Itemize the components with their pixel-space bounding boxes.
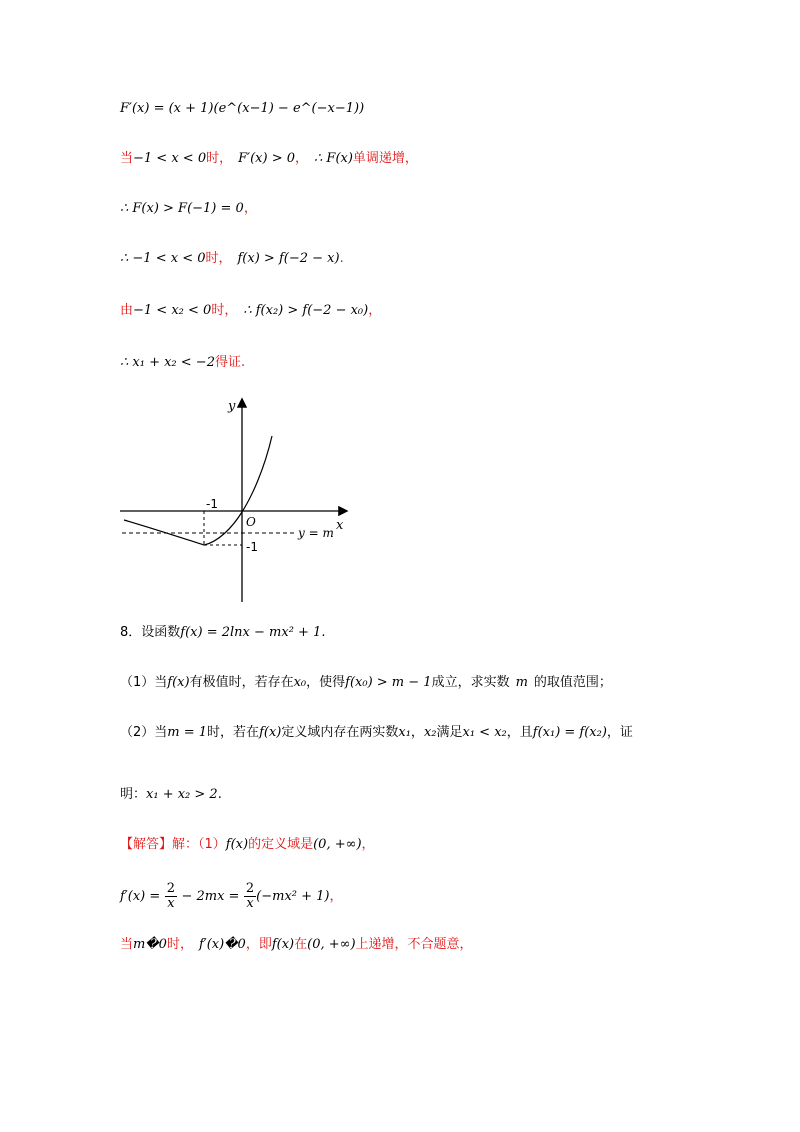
fraction-2-over-x: $\frac{2}{x}$ [245,880,255,911]
text: . [339,251,344,266]
text: ， [243,201,257,216]
formula: m�0 [133,937,167,952]
formula: − 2mx = [181,889,240,904]
answer-tag: 【解答】 [120,837,173,852]
problem-8-part-2-cont [120,784,222,805]
formula: f(x₀) > m − 1 [345,675,432,690]
formula: x₁ + x₂ > 2 [146,787,218,802]
text: ，使得 [306,675,346,690]
formula: ∴ F(x) [314,151,353,166]
conclusion-line-1 [120,248,344,269]
formula: F′(x) > 0 [238,151,295,166]
text: 时， [211,303,238,318]
formula: m = 1 [167,725,208,740]
text: . [217,787,222,802]
text: 时， [206,151,233,166]
problem-8-part-1 [120,672,612,693]
formula: m [515,675,528,690]
conclusion-line-2 [120,300,381,321]
text: 有极值时，若存在 [189,675,294,690]
text: ， [361,837,375,852]
formula: f(x) [259,725,282,740]
text: ， [329,889,343,904]
text: 在 [294,937,308,952]
inequality-line [120,198,257,219]
line-label: y = m [298,526,334,540]
condition-line-monotone [120,148,418,169]
text: 当 [120,937,134,952]
text: ，证 [606,725,633,740]
text: 成立，求实数 [431,675,510,690]
fraction-2-over-x: $\frac{2}{x}$ [166,880,175,911]
formula: ∴ −1 < x < 0 [120,251,206,266]
formula: f(x) [271,937,295,952]
formula: (0, +∞) [313,837,362,852]
formula: −1 < x₂ < 0 [133,303,212,318]
origin-label: O [246,515,256,529]
derivative-line [120,98,364,119]
formula: f(x) [225,837,249,852]
formula: ∴ f(x₂) > f(−2 − x₀) [243,303,369,318]
text: 时， [205,251,232,266]
formula: −1 < x < 0 [133,151,207,166]
formula: f(x) = 2lnx − mx² + 1 [180,625,322,640]
answer-line-3 [120,934,473,955]
text: （2）当 [120,725,168,740]
text: 得证. [214,355,246,370]
x-axis-label: x [336,518,344,533]
formula: f′(x)�0 [198,937,246,952]
text: 时， [166,937,193,952]
y-axis-label: y [228,399,236,414]
formula: f′(x) = [120,889,161,904]
formula: F′(x) = (x + 1)(e^(x−1) − e^(−x−1)) [120,101,365,116]
answer-line-2 [120,880,343,913]
function-graph [118,392,358,604]
formula: f(x₁) = f(x₂) [532,725,607,740]
proof-result-line [120,352,245,373]
text: 上递增，不合题意， [355,937,473,952]
text: 由 [120,303,134,318]
tick-y-label: -1 [246,540,258,554]
formula: ∴ x₁ + x₂ < −2 [120,355,215,370]
tick-x-label: -1 [206,497,218,511]
formula: f(x) [167,675,190,690]
text: 解：（1） [172,837,226,852]
text: 明： [120,787,147,802]
text: ，且 [506,725,533,740]
text: 单调递增， [352,151,418,166]
formula: f(x) > f(−2 − x) [237,251,340,266]
text: 的定义域是 [248,837,314,852]
formula: x₁ [398,725,411,740]
text: 定义域内存在两实数 [281,725,399,740]
text: ， [368,303,382,318]
text: ， [295,151,309,166]
formula: x₀ [293,675,307,690]
text: 当 [120,151,134,166]
problem-8-statement [120,622,325,643]
formula: (0, +∞) [307,937,356,952]
text: . [321,625,326,640]
formula: (−mx² + 1) [256,889,330,904]
text: 时，若在 [207,725,260,740]
text: ， [410,725,424,740]
answer-line-1 [120,834,375,855]
text: 满足 [436,725,463,740]
text: ，即 [245,937,272,952]
formula: ∴ F(x) > F(−1) = 0 [120,201,244,216]
text: 设函数 [141,625,181,640]
problem-8-part-2 [120,722,633,743]
text: 的取值范围； [533,675,612,690]
text: （1）当 [120,675,168,690]
formula: x₁ < x₂ [462,725,507,740]
problem-number: 8． [120,625,142,640]
formula: x₂ [423,725,437,740]
